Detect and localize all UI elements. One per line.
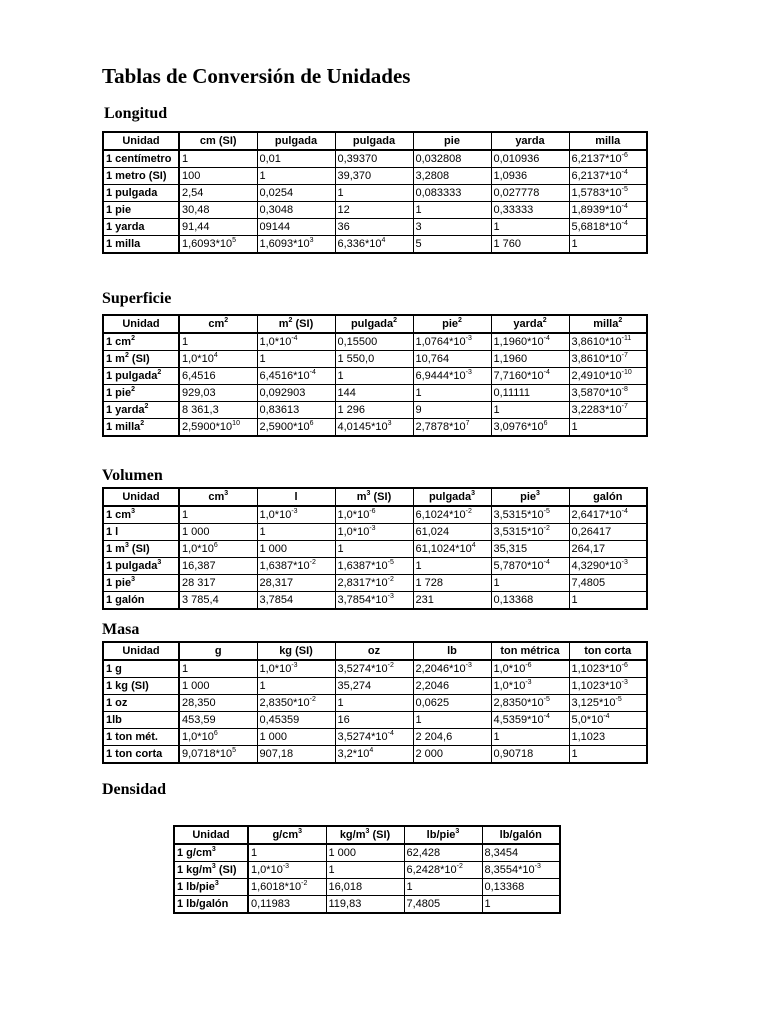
table-row [103,202,647,219]
value-cell: 61,024 [413,524,491,541]
column-header: yarda$^2$ [491,315,569,333]
value-cell: $6,1024*10^{-2}$ [413,506,491,524]
row-header-cell: 1 pie$^2$ [103,385,179,402]
value-cell: 453,59 [179,712,257,729]
row-header-cell: 1 $kg/m^3$ (SI) [174,862,248,879]
value-cell: 3 [413,219,491,236]
value-cell: $1,0*10^{-3}$ [491,678,569,695]
value-cell: 1 [404,879,482,896]
value-cell: $3,5274*10^{-4}$ [335,729,413,746]
value-cell: 2 204,6 [413,729,491,746]
row-header-cell: 1lb [103,712,179,729]
value-cell: $6,9444*10^{-3}$ [413,368,491,385]
value-cell: $1,0*10^{-3}$ [248,862,326,879]
column-header: oz [335,642,413,660]
row-header-cell: 1 ton mét. [103,729,179,746]
value-cell: 1,1960 [491,351,569,368]
value-cell: $5,7870*10^{-4}$ [491,558,569,575]
column-header: $cm^2$ [179,315,257,333]
column-header: Unidad [103,488,179,506]
column-header: $cm^3$ [179,488,257,506]
column-header: Unidad [103,132,179,150]
column-header: pulgada$^3$ [413,488,491,506]
row-header-cell: 1 $m^2$ (SI) [103,351,179,368]
value-cell: 1 [179,150,257,168]
value-cell: $1,1960*10^{-4}$ [491,333,569,351]
section-heading-densidad: Densidad [102,781,167,798]
table-row [103,575,647,592]
table-superficie [102,314,648,437]
row-header-cell: 1 yarda [103,219,179,236]
value-cell: $2,2046*10^{-3}$ [413,660,491,678]
row-header-cell: 1 l [103,524,179,541]
value-cell: 0,032808 [413,150,491,168]
row-header-cell: 1 $g/cm^3$ [174,844,248,862]
value-cell: 231 [413,592,491,610]
table-row [103,729,647,746]
value-cell: 1 [257,524,335,541]
section-heading-longitud: Longitud [104,105,168,122]
column-header: ton corta [569,642,647,660]
value-cell: 5 [413,236,491,254]
value-cell: 0,083333 [413,185,491,202]
value-cell: 1 [335,368,413,385]
value-cell: $3,125*10^{-5}$ [569,695,647,712]
row-header-cell: 1 pie [103,202,179,219]
value-cell: 0,027778 [491,185,569,202]
row-header-cell: 1 metro (SI) [103,168,179,185]
value-cell: 1 [569,592,647,610]
value-cell: 1 000 [179,524,257,541]
value-cell: 1 000 [257,541,335,558]
value-cell: 0,26417 [569,524,647,541]
table-row [103,592,647,610]
table-masa [102,641,648,764]
value-cell: $2,6417*10^{-4}$ [569,506,647,524]
value-cell: $1,0*10^4$ [179,351,257,368]
value-cell: 0,39370 [335,150,413,168]
row-header-cell: 1 ton corta [103,746,179,764]
value-cell: 16,018 [326,879,404,896]
value-cell: 1 [413,202,491,219]
value-cell: 1,0936 [491,168,569,185]
table-longitud [102,131,648,254]
table-row [103,419,647,437]
value-cell: 1 [335,185,413,202]
value-cell: 0,45359 [257,712,335,729]
value-cell: 907,18 [257,746,335,764]
value-cell: $5,0*10^{-4}$ [569,712,647,729]
table-densidad [173,825,561,914]
value-cell: 8,3454 [482,844,560,862]
column-header: milla$^2$ [569,315,647,333]
value-cell: 62,428 [404,844,482,862]
value-cell: $4,3290*10^{-3}$ [569,558,647,575]
value-cell: 09144 [257,219,335,236]
table-row [174,844,560,862]
column-header: g [179,642,257,660]
value-cell: 1 [482,896,560,914]
table-row [103,746,647,764]
value-cell: $2,5900*10^6$ [257,419,335,437]
column-header: l [257,488,335,506]
table-row [103,558,647,575]
value-cell: $1,6093*10^5$ [179,236,257,254]
value-cell: 0,13368 [482,879,560,896]
value-cell: $3,2283*10^{-7}$ [569,402,647,419]
value-cell: 3 785,4 [179,592,257,610]
column-header: $g/cm^3$ [248,826,326,844]
value-cell: $6,2428*10^{-2}$ [404,862,482,879]
value-cell: 1 [179,506,257,524]
table-row [103,351,647,368]
value-cell: $3,2*10^4$ [335,746,413,764]
value-cell: 1 [413,385,491,402]
value-cell: 1 [257,351,335,368]
value-cell: $4,0145*10^3$ [335,419,413,437]
row-header-cell: 1 lb/galón [174,896,248,914]
value-cell: 28,317 [257,575,335,592]
value-cell: 1 [335,695,413,712]
value-cell: 3,7854 [257,592,335,610]
row-header-cell: 1 $cm^2$ [103,333,179,351]
column-header: $m^3$ (SI) [335,488,413,506]
value-cell: $4,5359*10^{-4}$ [491,712,569,729]
row-header-cell: 1 kg (SI) [103,678,179,695]
value-cell: 28 317 [179,575,257,592]
column-header: Unidad [174,826,248,844]
value-cell: 144 [335,385,413,402]
section-heading-superficie: Superficie [102,290,172,307]
table-row [174,896,560,914]
value-cell: $3,7854*10^{-3}$ [335,592,413,610]
row-header-cell: 1 milla$^2$ [103,419,179,437]
value-cell: $2,7878*10^7$ [413,419,491,437]
value-cell: 39,370 [335,168,413,185]
value-cell: 1 [413,558,491,575]
value-cell: $6,2137*10^{-6}$ [569,150,647,168]
value-cell: 0,0254 [257,185,335,202]
value-cell: 0,83613 [257,402,335,419]
table-row [103,660,647,678]
value-cell: 2,54 [179,185,257,202]
page-title: Tablas de Conversión de Unidades [102,64,411,88]
value-cell: $1,0*10^6$ [179,541,257,558]
value-cell: 7,4805 [404,896,482,914]
value-cell: $2,8350*10^{-5}$ [491,695,569,712]
value-cell: $1,0764*10^{-3}$ [413,333,491,351]
section-heading-volumen: Volumen [102,467,163,484]
column-header: pie$^2$ [413,315,491,333]
value-cell: $3,5870*10^{-8}$ [569,385,647,402]
table-row [103,219,647,236]
value-cell: $8,3554*10^{-3}$ [482,862,560,879]
value-cell: 1 000 [326,844,404,862]
value-cell: 1 [179,333,257,351]
value-cell: 9 [413,402,491,419]
header-row [103,315,647,333]
row-header-cell: 1 yarda$^2$ [103,402,179,419]
column-header: Unidad [103,315,179,333]
value-cell: 28,350 [179,695,257,712]
value-cell: 1 [569,746,647,764]
column-header: $kg/m^3$ (SI) [326,826,404,844]
value-cell: $3,5315*10^{-5}$ [491,506,569,524]
value-cell: $3,0976*10^6$ [491,419,569,437]
value-cell: $1,0*10^{-6}$ [335,506,413,524]
value-cell: 0,092903 [257,385,335,402]
value-cell: 1 000 [179,678,257,695]
value-cell: 16,387 [179,558,257,575]
column-header: pulgada [335,132,413,150]
column-header: yarda [491,132,569,150]
value-cell: 1,1023 [569,729,647,746]
value-cell: 1 [491,575,569,592]
value-cell: $1,6093*10^3$ [257,236,335,254]
table-row [103,168,647,185]
row-header-cell: 1 oz [103,695,179,712]
column-header: $m^2$ (SI) [257,315,335,333]
column-header: cm (SI) [179,132,257,150]
table-row [103,695,647,712]
header-row [103,488,647,506]
column-header: kg (SI) [257,642,335,660]
value-cell: 35,274 [335,678,413,695]
value-cell: 1 [491,402,569,419]
value-cell: $5,6818*10^{-4}$ [569,219,647,236]
value-cell: $1,0*10^{-3}$ [257,506,335,524]
value-cell: $7,7160*10^{-4}$ [491,368,569,385]
value-cell: $1,6387*10^{-2}$ [257,558,335,575]
value-cell: 1 [257,168,335,185]
value-cell: $61,1024*10^4$ [413,541,491,558]
value-cell: $1,0*10^{-3}$ [257,660,335,678]
value-cell: 1 000 [257,729,335,746]
value-cell: $6,336*10^4$ [335,236,413,254]
value-cell: 0,15500 [335,333,413,351]
value-cell: $1,5783*10^{-5}$ [569,185,647,202]
header-row [103,132,647,150]
value-cell: 35,315 [491,541,569,558]
value-cell: $1,1023*10^{-6}$ [569,660,647,678]
value-cell: 3,2808 [413,168,491,185]
table-volumen [102,487,648,610]
value-cell: $1,1023*10^{-3}$ [569,678,647,695]
value-cell: $1,0*10^{-4}$ [257,333,335,351]
column-header: milla [569,132,647,150]
value-cell: 1 [179,660,257,678]
table-row [103,236,647,254]
column-header: ton métrica [491,642,569,660]
value-cell: 1 [326,862,404,879]
value-cell: $1,8939*10^{-4}$ [569,202,647,219]
value-cell: 119,83 [326,896,404,914]
value-cell: 0,3048 [257,202,335,219]
table-row [103,541,647,558]
column-header: Unidad [103,642,179,660]
value-cell: 0,11111 [491,385,569,402]
value-cell: 264,17 [569,541,647,558]
table-row [103,524,647,541]
value-cell: 0,11983 [248,896,326,914]
column-header: galón [569,488,647,506]
table-row [174,862,560,879]
table-row [103,150,647,168]
value-cell: 1 [257,678,335,695]
column-header: pie [413,132,491,150]
value-cell: 91,44 [179,219,257,236]
value-cell: 0,010936 [491,150,569,168]
value-cell: 929,03 [179,385,257,402]
row-header-cell: 1 pulgada [103,185,179,202]
table-row [103,385,647,402]
column-header: pulgada [257,132,335,150]
table-row [103,678,647,695]
value-cell: 1 [335,541,413,558]
row-header-cell: 1 galón [103,592,179,610]
value-cell: 1 296 [335,402,413,419]
value-cell: $3,8610*10^{-11}$ [569,333,647,351]
row-header-cell: 1 g [103,660,179,678]
value-cell: 0,0625 [413,695,491,712]
value-cell: $2,4910*10^{-10}$ [569,368,647,385]
row-header-cell: 1 centímetro [103,150,179,168]
value-cell: 2,2046 [413,678,491,695]
row-header-cell: 1 pie$^3$ [103,575,179,592]
value-cell: $1,0*10^{-6}$ [491,660,569,678]
table-row [103,333,647,351]
value-cell: 1 [569,419,647,437]
column-header: lb [413,642,491,660]
value-cell: 7,4805 [569,575,647,592]
value-cell: 0,33333 [491,202,569,219]
row-header-cell: 1 lb/pie$^3$ [174,879,248,896]
value-cell: $9,0718*10^5$ [179,746,257,764]
table-row [103,712,647,729]
value-cell: $6,2137*10^{-4}$ [569,168,647,185]
table-row [103,185,647,202]
table-row [103,506,647,524]
value-cell: $1,6018*10^{-2}$ [248,879,326,896]
value-cell: $1,0*10^{-3}$ [335,524,413,541]
header-row [103,642,647,660]
section-heading-masa: Masa [102,621,140,638]
value-cell: 16 [335,712,413,729]
value-cell: 0,01 [257,150,335,168]
value-cell: $1,6387*10^{-5}$ [335,558,413,575]
value-cell: 36 [335,219,413,236]
value-cell: 1 760 [491,236,569,254]
value-cell: 2 000 [413,746,491,764]
value-cell: $2,8350*10^{-2}$ [257,695,335,712]
value-cell: 100 [179,168,257,185]
value-cell: 1 728 [413,575,491,592]
row-header-cell: 1 $cm^3$ [103,506,179,524]
column-header: pulgada$^2$ [335,315,413,333]
value-cell: 1 [491,729,569,746]
value-cell: 10,764 [413,351,491,368]
row-header-cell: 1 pulgada$^2$ [103,368,179,385]
value-cell: 1 550,0 [335,351,413,368]
row-header-cell: 1 $m^3$ (SI) [103,541,179,558]
value-cell: $6,4516*10^{-4}$ [257,368,335,385]
table-row [103,368,647,385]
value-cell: $2,5900*10^{10}$ [179,419,257,437]
header-row [174,826,560,844]
value-cell: $1,0*10^6$ [179,729,257,746]
value-cell: $2,8317*10^{-2}$ [335,575,413,592]
table-row [174,879,560,896]
value-cell: 1 [248,844,326,862]
value-cell: $3,8610*10^{-7}$ [569,351,647,368]
row-header-cell: 1 pulgada$^3$ [103,558,179,575]
value-cell: 30,48 [179,202,257,219]
value-cell: $3,5274*10^{-2}$ [335,660,413,678]
value-cell: 8 361,3 [179,402,257,419]
table-row [103,402,647,419]
value-cell: $3,5315*10^{-2}$ [491,524,569,541]
row-header-cell: 1 milla [103,236,179,254]
column-header: lb/galón [482,826,560,844]
value-cell: 0,90718 [491,746,569,764]
value-cell: 6,4516 [179,368,257,385]
value-cell: 1 [569,236,647,254]
column-header: pie$^3$ [491,488,569,506]
column-header: lb/pie$^3$ [404,826,482,844]
value-cell: 12 [335,202,413,219]
value-cell: 1 [413,712,491,729]
value-cell: 1 [491,219,569,236]
value-cell: 0,13368 [491,592,569,610]
